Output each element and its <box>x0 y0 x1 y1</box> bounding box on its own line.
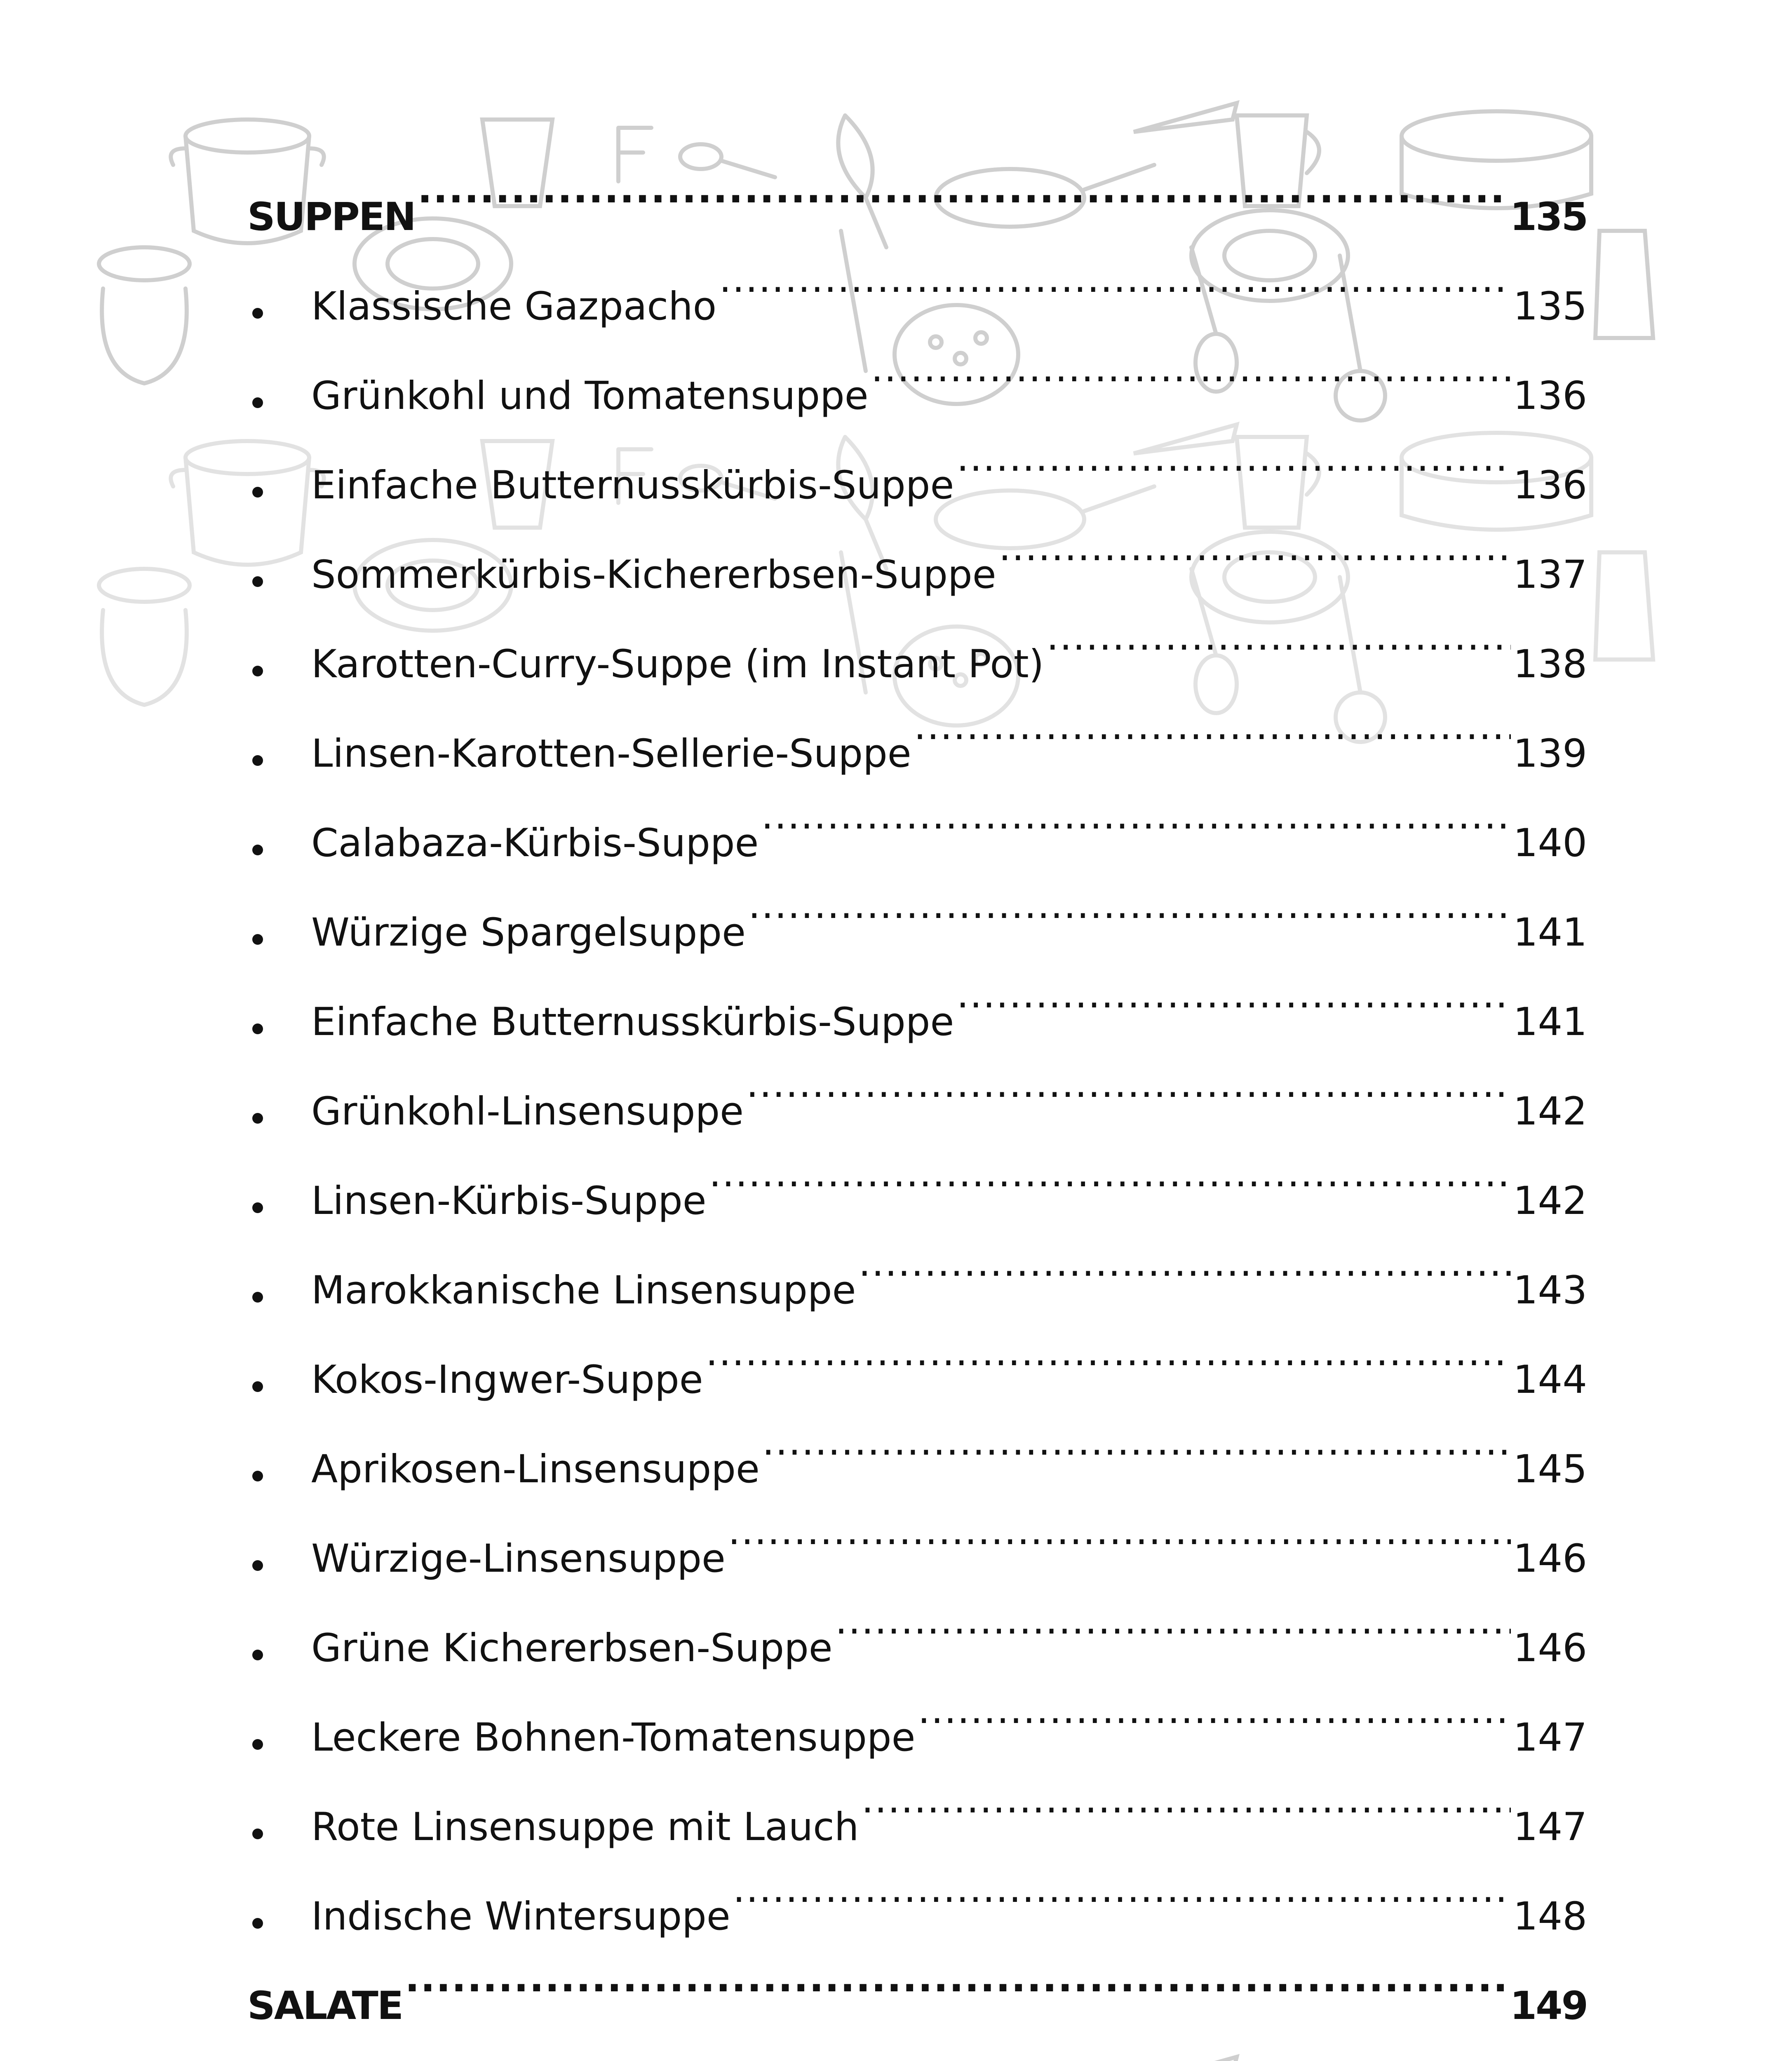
toc-item[interactable] <box>247 1335 1587 1425</box>
dot-leader <box>762 1444 1511 1482</box>
dot-leader <box>706 1354 1511 1393</box>
page-number: 137 <box>1513 552 1587 597</box>
page-number: 140 <box>1513 821 1587 866</box>
toc-item-label: Grünkohl und Tomatensuppe <box>311 373 869 418</box>
page-number: 147 <box>1513 1805 1587 1850</box>
toc-item-label: Calabaza-Kürbis-Suppe <box>311 821 759 866</box>
toc-section-suppen[interactable] <box>247 172 1587 262</box>
toc-item-label: Kokos-Ingwer-Suppe <box>311 1357 703 1402</box>
page-number: 143 <box>1513 1268 1587 1313</box>
section-title: SUPPEN <box>247 195 415 239</box>
dot-leader <box>835 1622 1511 1661</box>
toc-item-label: Würzige-Linsensuppe <box>311 1536 726 1581</box>
page-number: 136 <box>1513 373 1587 418</box>
toc-item-label: Leckere Bohnen-Tomatensuppe <box>311 1715 916 1760</box>
toc-item-label: Indische Wintersuppe <box>311 1894 730 1939</box>
toc-item-label <box>311 2051 923 2061</box>
dot-leader <box>956 460 1510 498</box>
toc-item[interactable] <box>247 1067 1587 1156</box>
page-number: 145 <box>1513 1447 1587 1492</box>
dot-leader <box>999 549 1511 588</box>
dot-leader <box>746 1086 1511 1124</box>
toc-item-label: Aprikosen-Linsensuppe <box>311 1447 760 1492</box>
page-number: 142 <box>1513 1178 1587 1223</box>
dot-leader <box>761 817 1510 856</box>
toc-item[interactable] <box>247 1693 1587 1782</box>
dot-leader <box>405 1980 1508 2019</box>
page-number: 135 <box>1513 284 1587 329</box>
toc-item-label: Einfache Butternusskürbis-Suppe <box>311 463 954 508</box>
toc-item[interactable] <box>247 441 1587 530</box>
page-number: 139 <box>1513 731 1587 776</box>
toc-item[interactable] <box>247 888 1587 977</box>
toc-item-label: Einfache Butternusskürbis-Suppe <box>311 1000 954 1045</box>
page-number: 147 <box>1513 1715 1587 1760</box>
toc-item-label: Klassische Gazpacho <box>311 284 717 329</box>
page-number: 146 <box>1513 1536 1587 1581</box>
toc-item-label: Grünkohl-Linsensuppe <box>311 1089 744 1134</box>
section-title: SALATE <box>247 1984 403 2028</box>
dot-leader <box>858 1265 1510 1303</box>
toc-item[interactable] <box>247 1603 1587 1693</box>
page-number: 135 <box>1510 195 1587 239</box>
dot-leader <box>1046 638 1510 677</box>
toc-item[interactable] <box>247 1514 1587 1603</box>
dot-leader <box>956 996 1510 1035</box>
dot-leader <box>733 1891 1511 1930</box>
toc-item[interactable] <box>247 2051 1587 2061</box>
table-of-contents <box>247 172 1587 2061</box>
dot-leader <box>748 907 1511 946</box>
toc-item[interactable] <box>247 351 1587 441</box>
page-number <box>1513 2051 1587 2061</box>
toc-item-label: Rote Linsensuppe mit Lauch <box>311 1805 859 1850</box>
toc-item-label: Linsen-Karotten-Sellerie-Suppe <box>311 731 911 776</box>
page-number: 141 <box>1513 1000 1587 1045</box>
dot-leader <box>728 1533 1511 1572</box>
toc-item[interactable] <box>247 977 1587 1067</box>
toc-item[interactable] <box>247 1782 1587 1872</box>
dot-leader <box>914 728 1511 767</box>
page-number: 136 <box>1513 463 1587 508</box>
toc-item-label: Karotten-Curry-Suppe (im Instant Pot) <box>311 642 1044 687</box>
toc-item[interactable] <box>247 1425 1587 1514</box>
page-number: 149 <box>1510 1984 1587 2028</box>
dot-leader <box>871 370 1511 409</box>
toc-item-label: Sommerkürbis-Kichererbsen-Suppe <box>311 552 996 597</box>
toc-section-salate[interactable] <box>247 1961 1587 2051</box>
dot-leader <box>418 191 1508 230</box>
page-number: 148 <box>1513 1894 1587 1939</box>
dot-leader <box>709 1175 1511 1214</box>
toc-item-label: Grüne Kichererbsen-Suppe <box>311 1626 833 1671</box>
dot-leader <box>861 1801 1510 1840</box>
toc-item[interactable] <box>247 530 1587 620</box>
toc-item[interactable] <box>247 709 1587 798</box>
page-number: 144 <box>1513 1357 1587 1402</box>
toc-item-label: Linsen-Kürbis-Suppe <box>311 1178 707 1223</box>
toc-item[interactable] <box>247 1156 1587 1246</box>
toc-item-label: Würzige Spargelsuppe <box>311 910 746 955</box>
page-number: 142 <box>1513 1089 1587 1134</box>
toc-item[interactable] <box>247 1246 1587 1335</box>
toc-item-label: Marokkanische Linsensuppe <box>311 1268 856 1313</box>
toc-item[interactable] <box>247 1872 1587 1961</box>
page-number: 141 <box>1513 910 1587 955</box>
toc-item[interactable] <box>247 262 1587 351</box>
toc-item[interactable] <box>247 798 1587 888</box>
toc-item[interactable] <box>247 620 1587 709</box>
page-number: 146 <box>1513 1626 1587 1671</box>
dot-leader <box>918 1712 1510 1751</box>
dot-leader <box>719 281 1510 319</box>
page-number: 138 <box>1513 642 1587 687</box>
